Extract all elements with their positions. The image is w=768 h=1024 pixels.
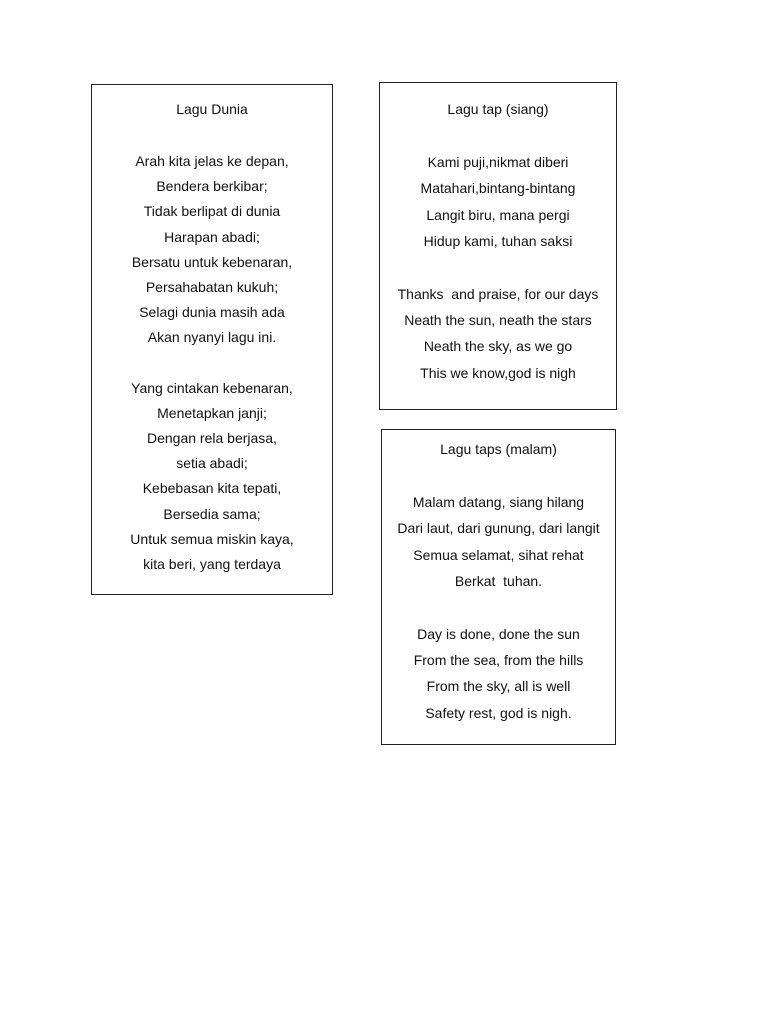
lagu-tap-siang-stanza-2: [380, 281, 616, 387]
lyric-line: Malam datang, siang hilang: [412, 494, 585, 510]
lyric-line: From the sea, from the hills: [413, 652, 584, 669]
lagu-taps-malam-title: Lagu taps (malam): [440, 441, 557, 457]
lagu-dunia-stanza-1: [92, 149, 332, 351]
lyric-line: setia abadi;: [176, 455, 248, 472]
lyric-line: From the sky, all is well: [426, 678, 571, 695]
lagu-taps-malam-box: [381, 429, 616, 745]
lyric-line: Harapan abadi;: [164, 228, 260, 245]
lyric-line: Akan nyanyi lagu ini.: [147, 329, 277, 346]
lagu-taps-malam-stanza-2: [382, 621, 615, 727]
lagu-tap-siang-box: [379, 82, 617, 410]
lagu-dunia-stanza-2: [92, 376, 332, 578]
lyric-line: Safety rest, god is nigh.: [425, 704, 572, 721]
lyric-line: Tidak berlipat di dunia: [143, 203, 281, 220]
lyric-line: Kami puji,nikmat diberi: [427, 154, 569, 170]
lyric-line: Dari laut, dari gunung, dari langit: [397, 520, 600, 537]
lyric-line: Untuk semua miskin kaya,: [130, 530, 294, 547]
lyric-line: Menetapkan janji;: [157, 404, 267, 421]
lyric-line: Day is done, done the sun: [417, 625, 580, 642]
lagu-taps-malam-stanza-1: [382, 489, 615, 595]
lyric-line: Arah kita jelas ke depan,: [135, 153, 289, 169]
lyric-line: Langit biru, mana pergi: [426, 206, 570, 223]
lyric-line: Persahabatan kukuh;: [145, 279, 279, 296]
lyric-line: Yang cintakan kebenaran,: [131, 379, 293, 396]
lyric-line: Dengan rela berjasa,: [147, 430, 277, 447]
lyric-line: Hidup kami, tuhan saksi: [423, 233, 573, 250]
lyric-line: Kebebasan kita tepati,: [142, 480, 282, 497]
lyric-line: Selagi dunia masih ada: [139, 304, 285, 321]
lagu-tap-siang-stanza-1: [380, 149, 616, 255]
lagu-dunia-box: [91, 84, 333, 595]
lagu-dunia-title: Lagu Dunia: [176, 101, 248, 117]
lyric-line: Neath the sun, neath the stars: [404, 312, 592, 329]
lyric-line: Bersedia sama;: [163, 505, 261, 522]
lyric-line: Bersatu untuk kebenaran,: [131, 253, 293, 270]
lyric-line: This we know,god is nigh: [420, 364, 576, 381]
lyric-line: Neath the sky, as we go: [423, 338, 573, 355]
lyric-line: Bendera berkibar;: [156, 178, 268, 195]
lyric-line: Thanks and praise, for our days: [397, 285, 599, 302]
lyric-line: Semua selamat, sihat rehat: [413, 546, 584, 563]
lagu-tap-siang-title: Lagu tap (siang): [447, 101, 549, 117]
lyric-line: Berkat tuhan.: [454, 573, 543, 590]
lyric-line: Matahari,bintang-bintang: [420, 180, 576, 197]
lyric-line: kita beri, yang terdaya: [143, 556, 281, 573]
